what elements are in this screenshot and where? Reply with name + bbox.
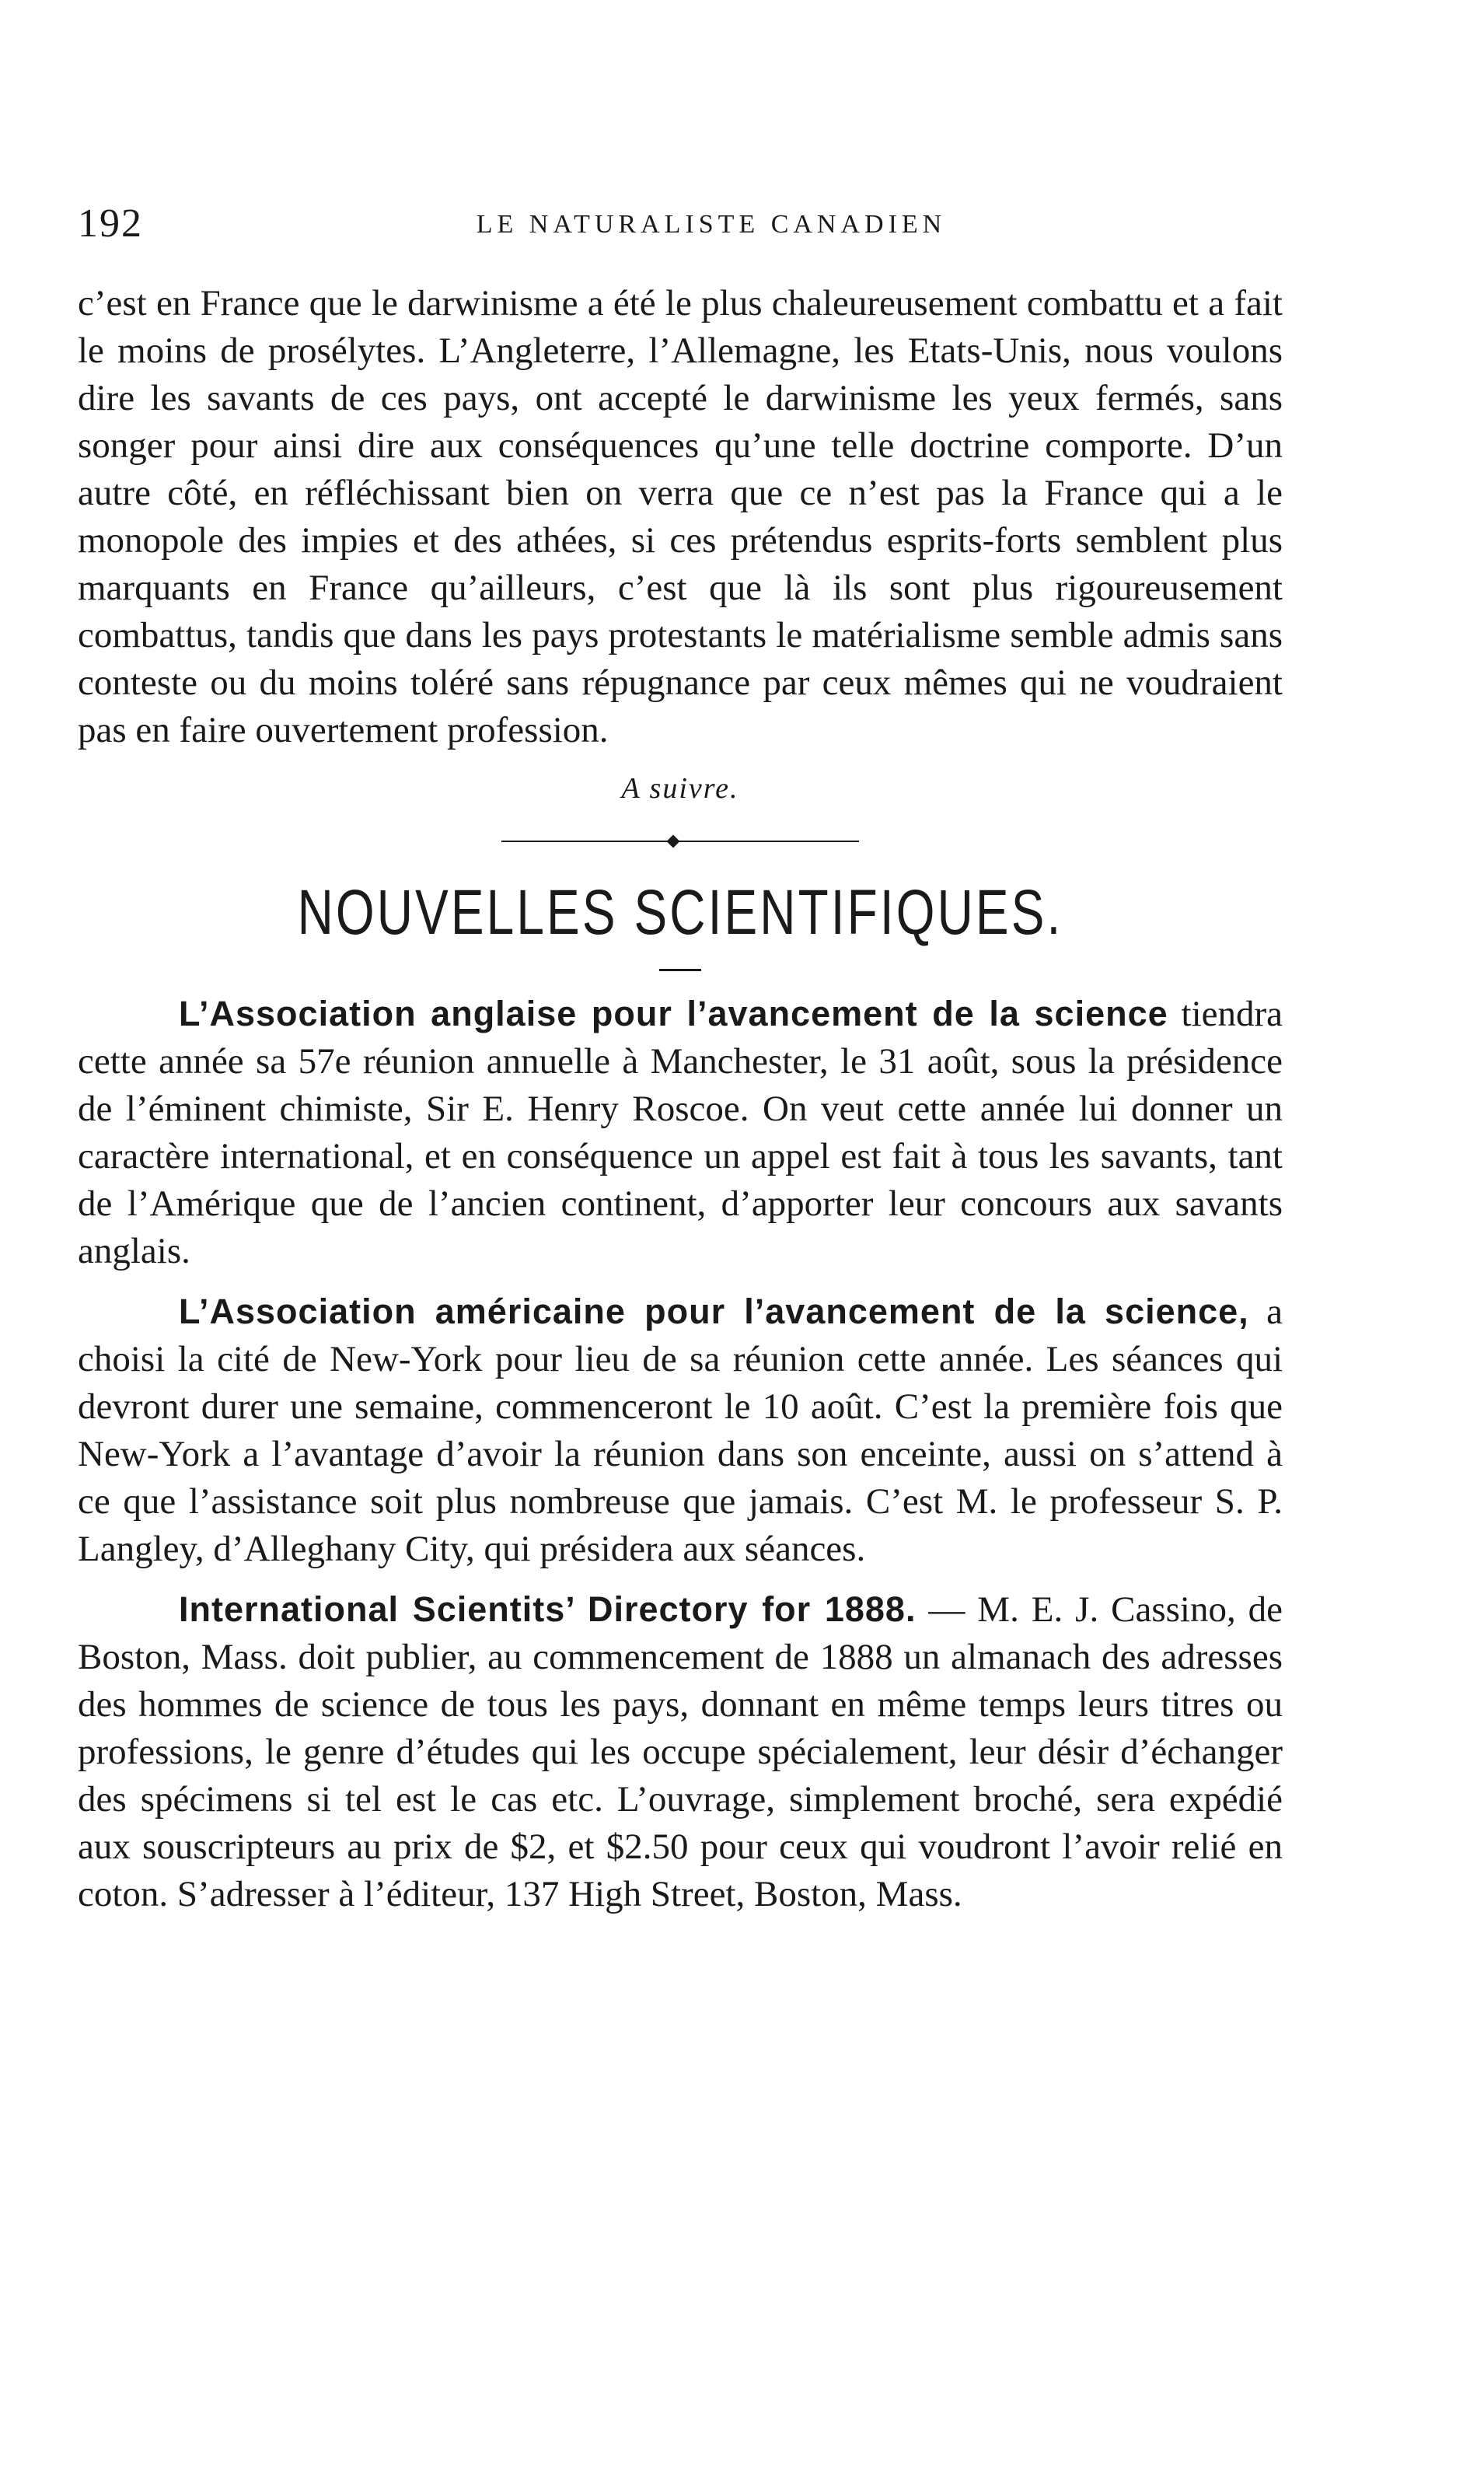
journal-title: LE NATURALISTE CANADIEN [476,210,947,239]
news-item-text: tiendra cette année sa 57e réunion annuelle à Manchester, le 31 août, sous la présidence de l’éminent chimiste, Sir E. Henry Roscoe. On veut cette année lui donner un caractère international, et en conséquence un appel est fait à tous les savants, tant de l’Amérique que de l’ancien continent, d’apporter leur concours aux savants anglais. [78,994,1283,1271]
news-item-british-association [78,990,1283,1275]
heading-rule [659,969,701,971]
news-item-lead: International Scientits’ Directory for 1888. [179,1589,917,1629]
news-item-american-association [78,1288,1283,1573]
section-heading: NOUVELLES SCIENTIFIQUES. [297,877,1063,948]
to-be-continued-note: A suivre. [621,772,739,805]
divider-diamond-ornament [667,835,680,848]
news-item-lead: L’Association américaine pour l’avancement de la science, [179,1292,1249,1331]
ornamental-divider [501,837,859,846]
running-head [78,187,1283,249]
continued-paragraph: c’est en France que le darwinisme a été le plus chaleureusement combattu et a fait le moins de prosélytes. L’Angleterre, l’Allemagne, les Etats-Unis, nous voulons dire les savants de ces pays, ont accepté le darwinisme les yeux fermés, sans songer pour ainsi dire aux conséquences qu’une telle doctrine comporte. D’un autre côté, en réfléchissant bien on verra que ce n’est pas la France qui a le monopole des impies et des athées, si ces prétendus esprits-forts semblent plus marquants en France qu’ailleurs, c’est que là ils sont plus rigoureusement combattus, tandis que dans les pays protestants le matérialisme semble admis sans conteste ou du moins toléré sans répugnance par ceux mêmes qui ne voudraient pas en faire ouvertement profession. [78,283,1283,750]
divider-line [501,841,859,842]
book-page [78,187,1283,1918]
page-number: 192 [78,201,143,246]
news-item-text: — M. E. J. Cassino, de Boston, Mass. doit publier, au commencement de 1888 un almanach des adresses des hommes de science de tous les pays, donnant en même temps leurs titres ou professions, le genre d’études qui les occupe spécialement, leur désir d’échanger des spécimens si tel est le cas etc. L’ouvrage, simplement broché, sera expédié aux souscripteurs au prix de $2, et $2.50 pour ceux qui voudront l’avoir relié en coton. S’adresser à l’éditeur, 137 High Street, Boston, Mass. [78,1589,1283,1914]
news-item-text: a choisi la cité de New-York pour lieu de sa réunion cette année. Les séances qui devront durer une semaine, commenceront le 10 août. C’est la première fois que New-York a l’avantage d’avoir la réunion dans son enceinte, aussi on s’attend à ce que l’assistance soit plus nombreuse que jamais. C’est M. le professeur S. P. Langley, d’Alleghany City, qui présidera aux séances. [78,1292,1283,1569]
news-item-scientists-directory [78,1585,1283,1918]
news-item-lead: L’Association anglaise pour l’avancement de la science [179,994,1168,1033]
